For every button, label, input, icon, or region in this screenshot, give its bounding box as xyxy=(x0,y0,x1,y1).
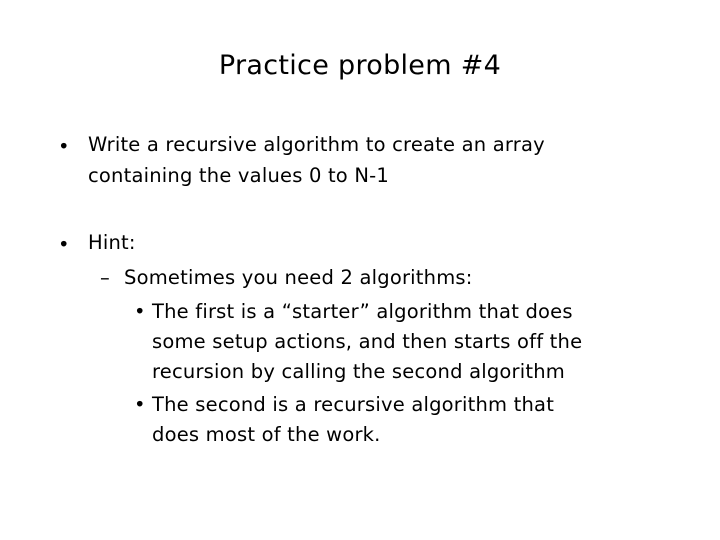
sub-bullet-text: Sometimes you need 2 algorithms: xyxy=(124,266,473,289)
bullet-1-line-2: containing the values 0 to N-1 xyxy=(88,164,389,187)
sub-item-marker: • xyxy=(134,393,146,416)
bullet-1-line-1: Write a recursive algorithm to create an array xyxy=(88,133,545,156)
bullet-marker: • xyxy=(58,233,70,256)
slide-title: Practice problem #4 xyxy=(218,50,502,81)
sub-item-2-line-1: The second is a recursive algorithm that xyxy=(152,393,555,416)
sub-item-marker: • xyxy=(134,300,146,323)
sub-item-1-line-1: The first is a “starter” algorithm that does xyxy=(152,300,573,323)
sub-item-1-line-3: recursion by calling the second algorithm xyxy=(152,360,565,383)
bullet-marker: • xyxy=(58,135,70,158)
sub-item-1-line-2: some setup actions, and then starts off the xyxy=(152,330,583,353)
bullet-2-line-1: Hint: xyxy=(88,231,136,254)
sub-item-2-line-2: does most of the work. xyxy=(152,423,381,446)
sub-bullet-dash: – xyxy=(100,266,110,289)
